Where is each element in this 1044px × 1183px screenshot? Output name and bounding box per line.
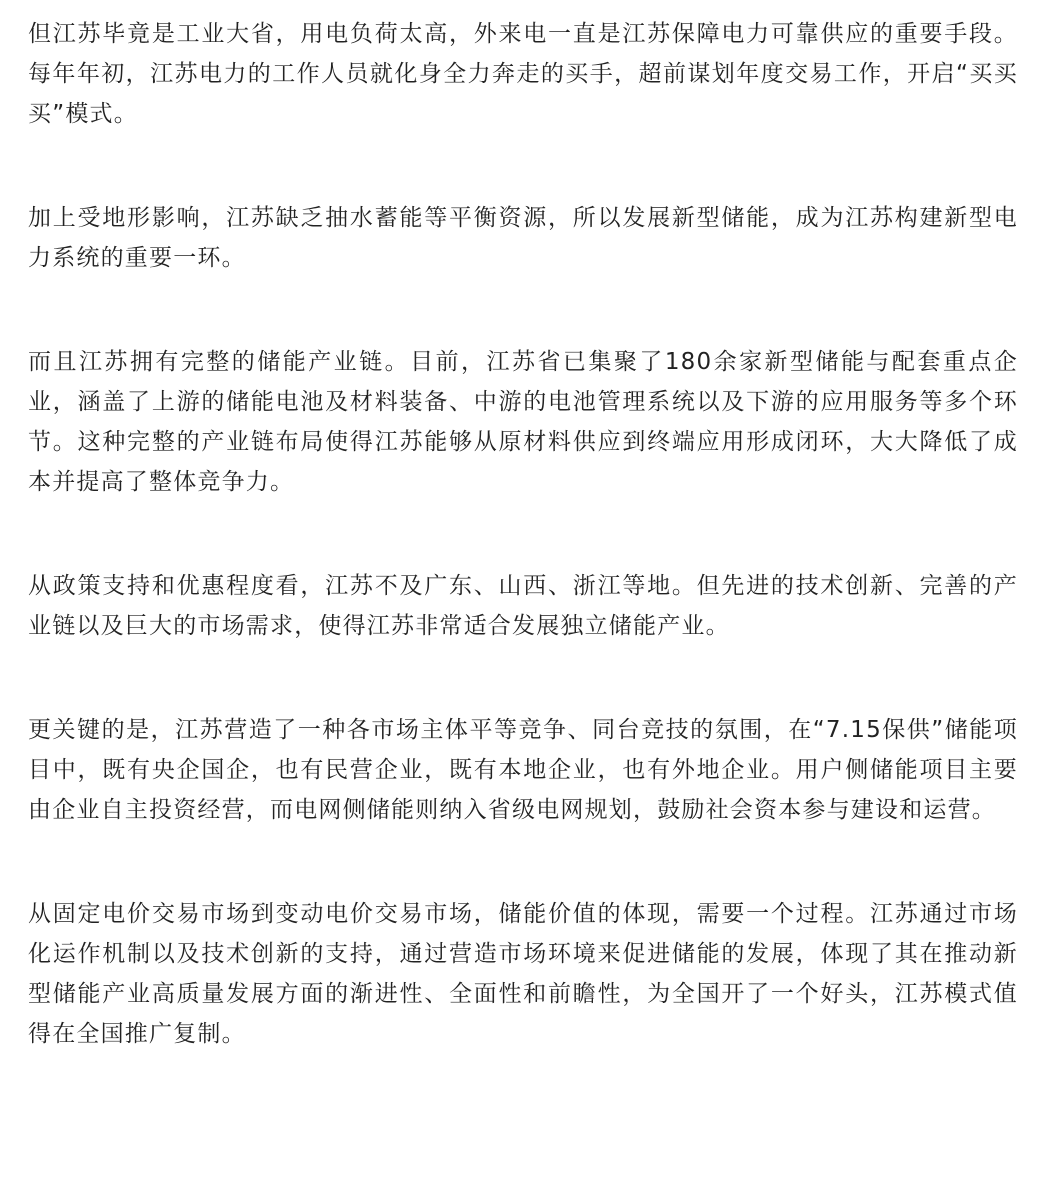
- article-paragraph-2: 加上受地形影响，江苏缺乏抽水蓄能等平衡资源，所以发展新型储能，成为江苏构建新型电力系统的重要一环。: [28, 205, 1018, 271]
- article-paragraph-3: 而且江苏拥有完整的储能产业链。目前，江苏省已集聚了180余家新型储能与配套重点企业，涵盖了上游的储能电池及材料装备、中游的电池管理系统以及下游的应用服务等多个环节。这种完整的产业链布局使得江苏能够从原材料供应到终端应用形成闭环，大大降低了成本并提高了整体竞争力。: [28, 349, 1018, 495]
- article-paragraph-5: 更关键的是，江苏营造了一种各市场主体平等竞争、同台竞技的氛围，在“7.15保供”储能项目中，既有央企国企，也有民营企业，既有本地企业，也有外地企业。用户侧储能项目主要由企业自主投资经营，而电网侧储能则纳入省级电网规划，鼓励社会资本参与建设和运营。: [28, 717, 1018, 823]
- article-paragraph-1: 但江苏毕竟是工业大省，用电负荷太高，外来电一直是江苏保障电力可靠供应的重要手段。每年年初，江苏电力的工作人员就化身全力奔走的买手，超前谋划年度交易工作，开启“买买买”模式。: [28, 21, 1018, 127]
- article-paragraph-6: 从固定电价交易市场到变动电价交易市场，储能价值的体现，需要一个过程。江苏通过市场化运作机制以及技术创新的支持，通过营造市场环境来促进储能的发展，体现了其在推动新型储能产业高质量发展方面的渐进性、全面性和前瞻性，为全国开了一个好头，江苏模式值得在全国推广复制。: [28, 901, 1018, 1047]
- article-body: [28, 14, 1018, 1054]
- article-paragraph-4: 从政策支持和优惠程度看，江苏不及广东、山西、浙江等地。但先进的技术创新、完善的产业链以及巨大的市场需求，使得江苏非常适合发展独立储能产业。: [28, 573, 1018, 639]
